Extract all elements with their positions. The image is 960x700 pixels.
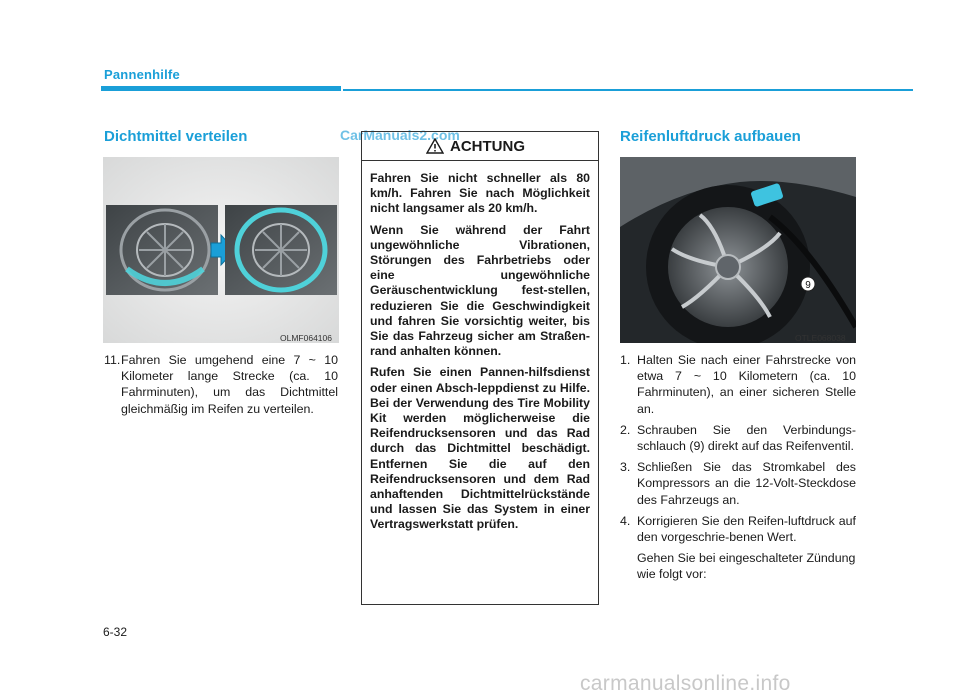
tire-inflation-photo — [620, 157, 856, 343]
tire-hose-graphic — [620, 157, 856, 343]
left-image-caption: OLMF064106 — [280, 333, 332, 343]
callout-number: 9 — [805, 280, 811, 291]
warning-paragraph: Wenn Sie während der Fahrt ungewöhnliche Vibrationen, Störungen des Fahrbetriebs oder eine ungewöhnliche Geräuschentwicklung fest-stellen, reduzieren Sie die Geschwindigkeit und fahren Sie vorsichtig weiter, bis Sie das Fahrzeug sicher am Straßen-rand anhalten können. — [370, 222, 590, 359]
list-item — [620, 352, 856, 417]
left-heading: Dichtmittel verteilen — [104, 128, 248, 145]
list-item — [620, 422, 856, 454]
step-number: 3. — [620, 460, 631, 475]
page-number: 6-32 — [103, 625, 128, 639]
warning-paragraph: Rufen Sie einen Pannen-hilfsdienst oder einen Absch-leppdienst zu Hilfe. Bei der Verwendung des Tire Mobility Kit werden möglicherweise die Reifendrucksensoren und das Rad durch das Dichtmittel beschädigt. Entfernen Sie die auf den Reifendrucksensoren und dem Rad anhaftenden Dichtmittelrückstände und lassen Sie das System in einer Vertragswerkstatt prüfen. — [370, 365, 590, 532]
list-item — [104, 352, 338, 417]
step-number: 4. — [620, 513, 631, 528]
left-steps — [104, 352, 338, 417]
list-item — [620, 513, 856, 545]
sealant-wheel-graphic — [103, 157, 339, 343]
warning-header — [362, 132, 598, 161]
watermark-bottom: carmanualsonline.info — [580, 672, 791, 695]
right-steps — [620, 352, 856, 583]
right-image-caption: OTLE068038 — [795, 333, 846, 343]
step-text: Korrigieren Sie den Reifen-luftdruck auf den vorgeschrie-benen Wert. — [637, 513, 856, 545]
warning-body — [370, 171, 590, 539]
step-note: Gehen Sie bei eingeschalteter Zündung wie folgt vor: — [637, 551, 856, 582]
step-number: 2. — [620, 422, 631, 437]
step-number: 1. — [620, 353, 631, 367]
header-rule-thin — [343, 89, 913, 91]
step-number: 11. — [104, 353, 121, 367]
sealant-illustration — [103, 157, 339, 343]
watermark-top: CarManuals2.com — [340, 127, 460, 143]
warning-paragraph: Fahren Sie nicht schneller als 80 km/h. Fahren Sie nach Möglichkeit nicht langsamer als 20 km/h. — [370, 171, 590, 216]
warning-title: ACHTUNG — [450, 138, 525, 155]
warning-box — [361, 131, 599, 605]
section-label: Pannenhilfe — [104, 67, 180, 82]
step-text: Schließen Sie das Stromkabel des Kompressors an die 12-Volt-Steckdose des Fahrzeugs an. — [637, 460, 856, 507]
list-item — [620, 459, 856, 508]
warning-triangle-icon — [426, 138, 444, 154]
step-text: Schrauben Sie den Verbindungs-schlauch (9) direkt auf das Reifenventil. — [637, 422, 856, 454]
right-heading: Reifenluftdruck aufbauen — [620, 128, 801, 145]
header-rule-thick — [101, 86, 341, 91]
step-text: Fahren Sie umgehend eine 7 ~ 10 Kilometer lange Strecke (ca. 10 Fahrminuten), um das Dichtmittel gleichmäßig im Reifen zu verteilen. — [121, 353, 338, 416]
step-text: Halten Sie nach einer Fahrstrecke von etwa 7 ~ 10 Kilometern (ca. 10 Fahrminuten), an einer sicheren Stelle an. — [637, 353, 856, 416]
